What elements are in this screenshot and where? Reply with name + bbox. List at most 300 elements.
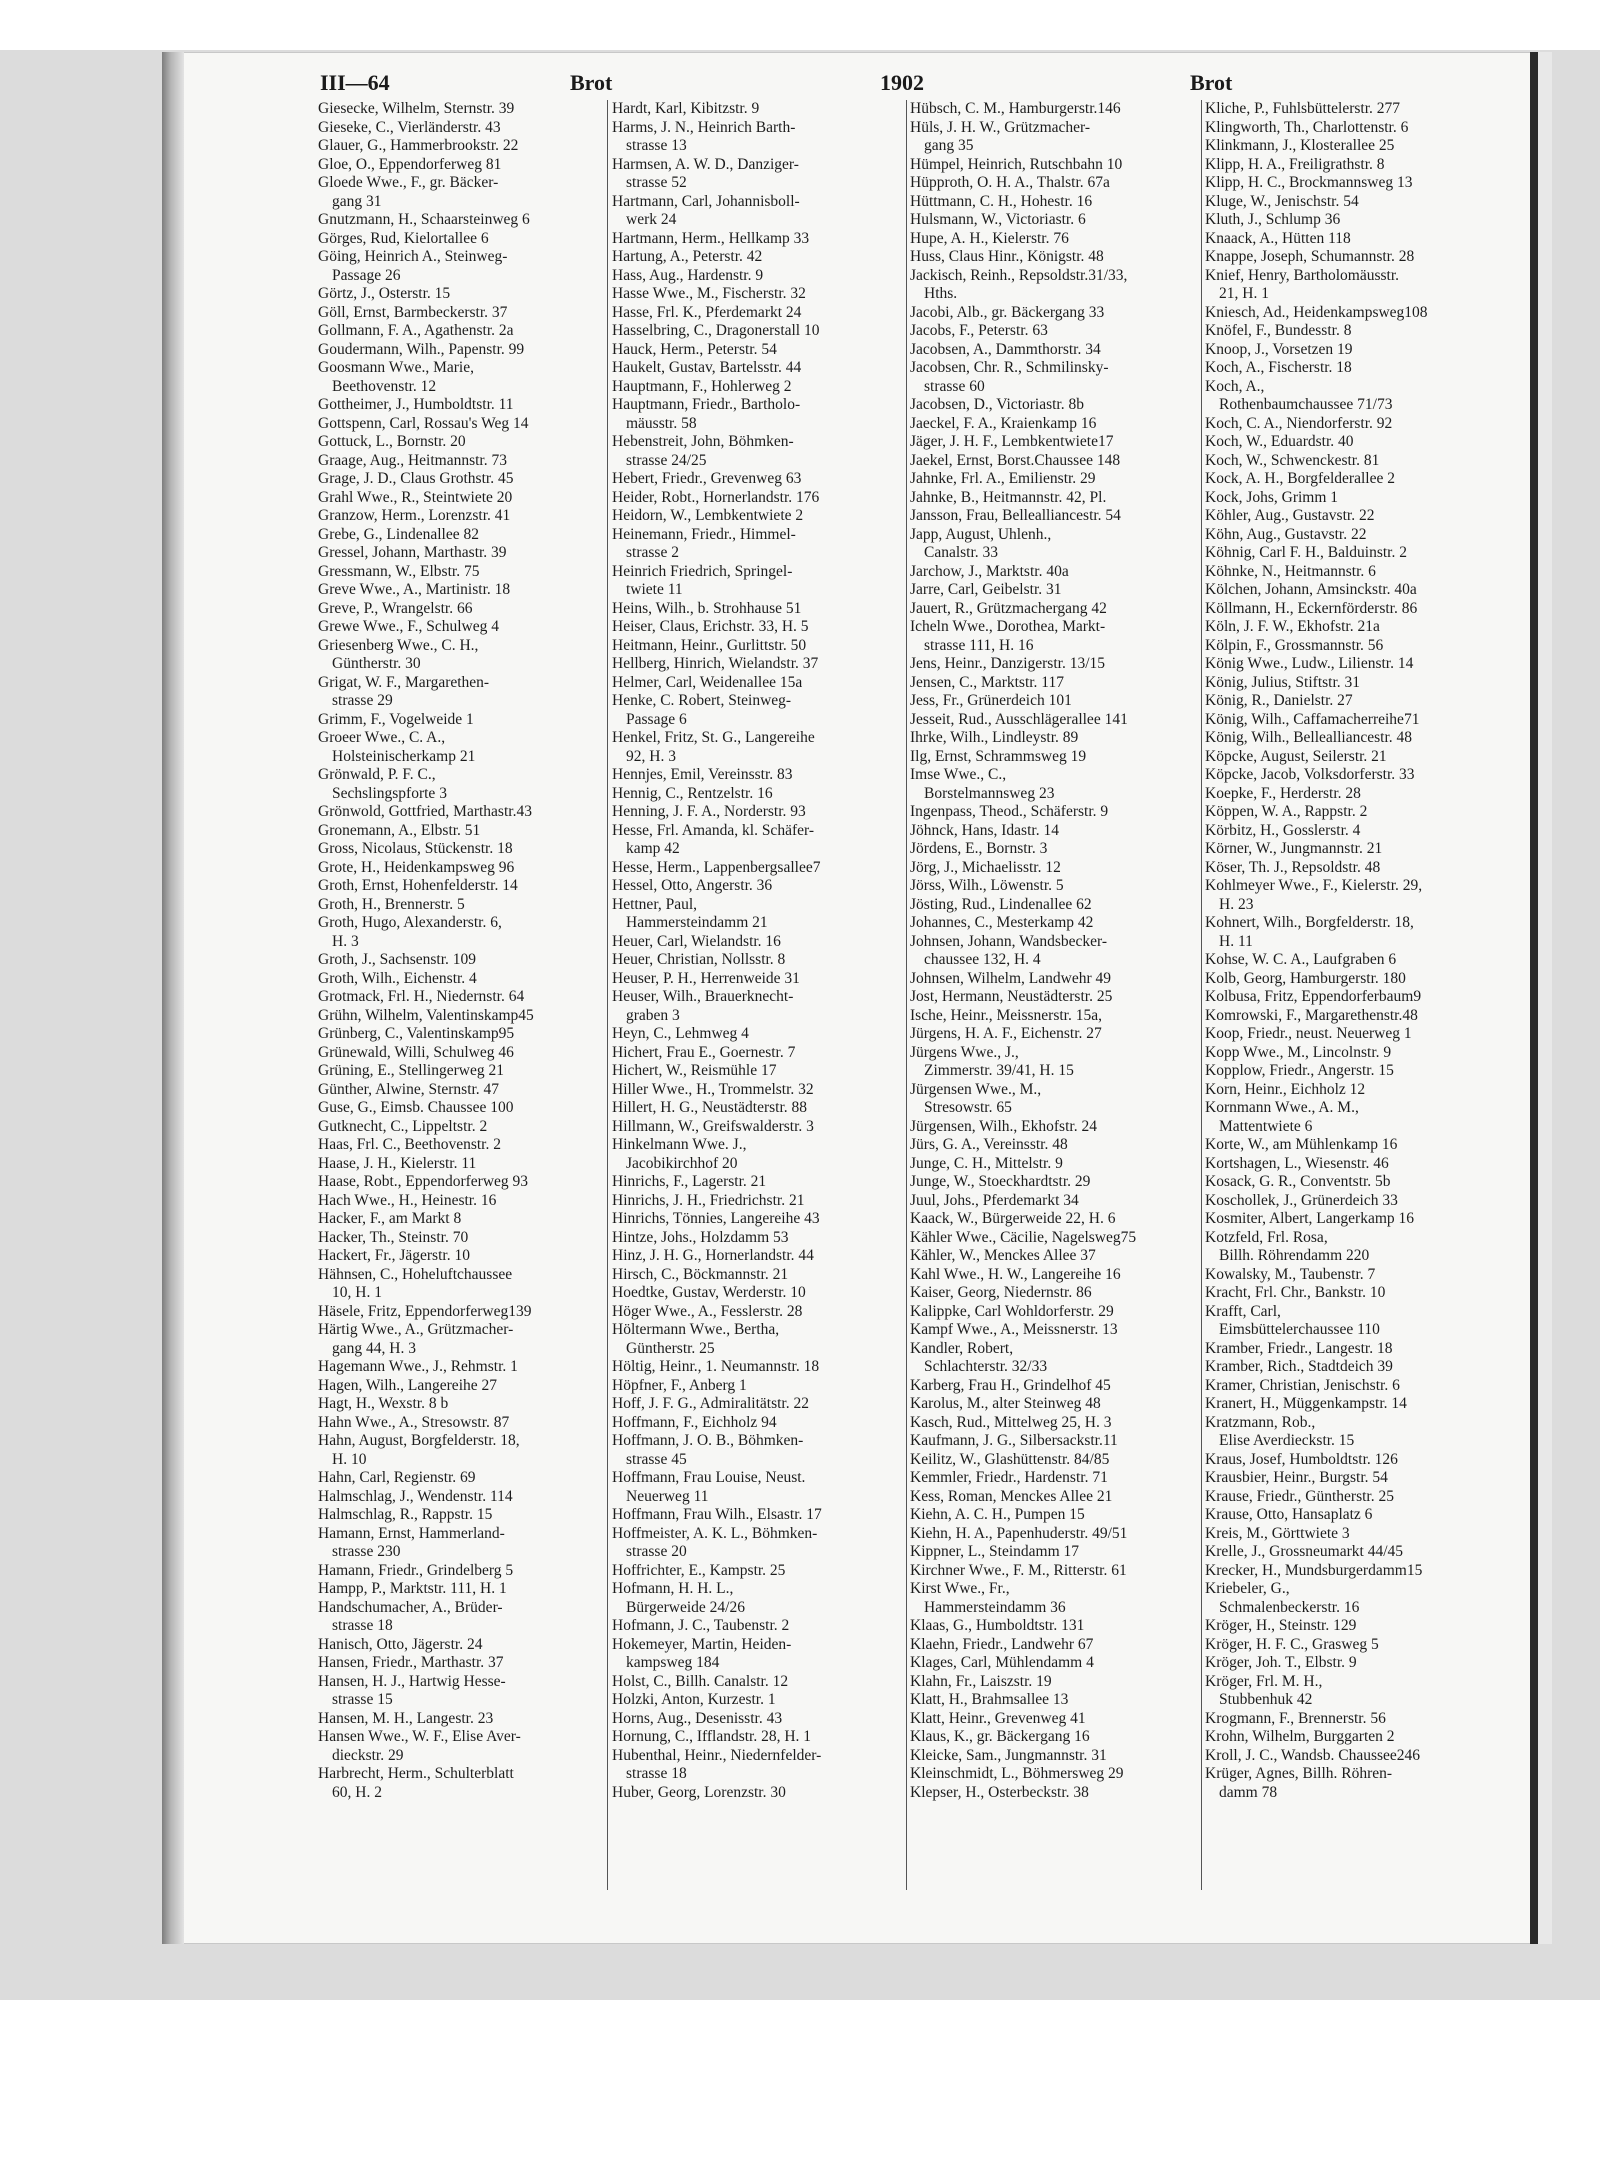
directory-entry: Groth, Hugo, Alexanderstr. 6,: [318, 914, 502, 931]
directory-entry: Heitmann, Heinr., Gurlittstr. 50: [612, 636, 807, 654]
directory-entry: Jösting, Rud., Lindenallee 62: [910, 895, 1092, 913]
directory-entry: Kriebeler, G.,: [1205, 1580, 1290, 1597]
directory-entry: Hoffmeister, A. K. L., Böhmken-: [612, 1524, 818, 1542]
directory-entry: Gnutzmann, H., Schaarsteinweg 6: [318, 211, 530, 228]
directory-entry: Hintze, Johs., Holzdamm 53: [612, 1228, 789, 1246]
directory-entry: Hichert, Frau E., Goernestr. 7: [612, 1043, 796, 1061]
directory-entry: Koch, W., Eduardstr. 40: [1205, 433, 1354, 450]
directory-entry: Koch, A., Fischerstr. 18: [1205, 359, 1352, 376]
directory-entry: Hahn Wwe., A., Stresowstr. 87: [318, 1413, 510, 1431]
directory-entry: Hoedtke, Gustav, Werderstr. 10: [612, 1284, 806, 1301]
directory-entry: Jörss, Wilh., Löwenstr. 5: [910, 877, 1064, 894]
directory-entry: Körner, W., Jungmannstr. 21: [1205, 840, 1383, 857]
header-left-keyword: Brot: [570, 70, 613, 95]
directory-entry: Groth, H., Brennerstr. 5: [318, 895, 465, 913]
directory-entry: Knief, Henry, Bartholomäusstr.: [1205, 266, 1399, 284]
page-header: [320, 70, 1520, 96]
directory-entry-continuation: strasse 45: [626, 1450, 687, 1468]
directory-entry: Koch, A.,: [1205, 377, 1265, 395]
directory-entry: König, Wilh., Caffamacherreihe71: [1205, 710, 1420, 728]
directory-entry: Hinkelmann Wwe. J.,: [612, 1136, 747, 1153]
directory-entry: Hartmann, Herm., Hellkamp 33: [612, 229, 810, 247]
directory-entry: Köln, J. F. W., Ekhofstr. 21a: [1205, 618, 1380, 635]
directory-entry: Hofmann, J. C., Taubenstr. 2: [612, 1617, 790, 1634]
directory-entry-continuation: damm 78: [1219, 1783, 1278, 1801]
directory-entry: Hebert, Friedr., Grevenweg 63: [612, 470, 802, 487]
directory-entry-continuation: H. 23: [1219, 895, 1254, 913]
directory-entry: Krause, Friedr., Güntherstr. 25: [1205, 1487, 1394, 1505]
directory-entry: Günther, Alwine, Sternstr. 47: [318, 1080, 500, 1098]
directory-entry-continuation: Güntherstr. 30: [332, 655, 421, 672]
directory-entry: Hichert, W., Reismühle 17: [612, 1062, 777, 1079]
directory-entry: Heuser, P. H., Herrenweide 31: [612, 969, 800, 987]
directory-entry: Klinkmann, J., Klosterallee 25: [1205, 137, 1395, 154]
directory-entry: Kortshagen, L., Wiesenstr. 46: [1205, 1154, 1389, 1172]
directory-entry-continuation: gang 35: [924, 137, 974, 154]
directory-entry-continuation: Schmalenbeckerstr. 16: [1219, 1598, 1360, 1616]
directory-entry: Japp, August, Uhlenh.,: [910, 525, 1052, 543]
directory-entry: Köppen, W. A., Rappstr. 2: [1205, 803, 1368, 820]
directory-entry-continuation: kamp 42: [626, 840, 680, 857]
directory-entry: Kratzmann, Rob.,: [1205, 1413, 1316, 1431]
directory-entry: Jürs, G. A., Vereinsstr. 48: [910, 1136, 1068, 1153]
directory-entry: Koch, C. A., Niendorferstr. 92: [1205, 414, 1393, 432]
directory-entry: Hoff, J. F. G., Admiralitätstr. 22: [612, 1395, 809, 1412]
directory-entry: Heidorn, W., Lembkentwiete 2: [612, 507, 804, 524]
directory-entry: König, Julius, Stiftstr. 31: [1205, 673, 1361, 691]
directory-entry: Grigat, W. F., Margarethen-: [318, 673, 490, 691]
directory-entry: Höltig, Heinr., 1. Neumannstr. 18: [612, 1358, 820, 1375]
directory-entry-continuation: strasse 52: [626, 174, 687, 191]
directory-entry: Kock, A. H., Borgfelderallee 2: [1205, 470, 1395, 487]
directory-entry: Halmschlag, J., Wendenstr. 114: [318, 1487, 513, 1505]
directory-entry: Junge, C. H., Mittelstr. 9: [910, 1154, 1063, 1172]
directory-entry: Hansen, M. H., Langestr. 23: [318, 1709, 494, 1727]
directory-entry: Körbitz, H., Gosslerstr. 4: [1205, 821, 1361, 839]
directory-entry: Hesse, Herm., Lappenbergsallee7: [612, 858, 821, 876]
directory-entry: Kock, Johs, Grimm 1: [1205, 488, 1339, 506]
directory-entry: Keilitz, W., Glashüttenstr. 84/85: [910, 1450, 1110, 1468]
directory-entry: Köhler, Aug., Gustavstr. 22: [1205, 507, 1375, 524]
directory-entry: Gottspenn, Carl, Rossau's Weg 14: [318, 414, 529, 432]
directory-entry-continuation: Stresowstr. 65: [924, 1099, 1012, 1116]
directory-entry: Klaehn, Friedr., Landwehr 67: [910, 1635, 1094, 1653]
directory-entry: Hamann, Ernst, Hammerland-: [318, 1524, 505, 1542]
directory-entry: Goosmann Wwe., Marie,: [318, 359, 474, 376]
directory-entry: Kölpin, F., Grossmannstr. 56: [1205, 636, 1384, 654]
directory-entry: Hahn, August, Borgfelderstr. 18,: [318, 1432, 520, 1449]
directory-entry: Köpcke, Jacob, Volksdorferstr. 33: [1205, 766, 1415, 783]
directory-entry: Hacker, Th., Steinstr. 70: [318, 1228, 469, 1246]
directory-entry: Krohn, Wilhelm, Burggarten 2: [1205, 1728, 1395, 1745]
directory-entry: Kowalsky, M., Taubenstr. 7: [1205, 1265, 1376, 1283]
directory-entry: Hagt, H., Wexstr. 8 b: [318, 1395, 449, 1412]
directory-entry-continuation: Güntherstr. 25: [626, 1339, 715, 1357]
directory-entry: Klahn, Fr., Laiszstr. 19: [910, 1672, 1052, 1690]
directory-entry: Jahnke, B., Heitmannstr. 42, Pl.: [910, 488, 1107, 506]
directory-entry: Hansen, Friedr., Marthastr. 37: [318, 1654, 504, 1671]
directory-entry: König, R., Danielstr. 27: [1205, 692, 1353, 709]
header-year: 1902: [880, 70, 924, 95]
directory-entry: Klaus, K., gr. Bäckergang 16: [910, 1728, 1090, 1745]
directory-entry: Görges, Rud, Kielortallee 6: [318, 229, 489, 247]
directory-entry: Grönwald, P. F. C.,: [318, 766, 436, 783]
directory-entry: Grewe Wwe., F., Schulweg 4: [318, 618, 499, 635]
directory-entry: Hinrichs, J. H., Friedrichstr. 21: [612, 1191, 805, 1209]
directory-entry: Hinrichs, Tönnies, Langereihe 43: [612, 1210, 820, 1227]
directory-entry: Hoffrichter, E., Kampstr. 25: [612, 1561, 786, 1579]
directory-entry: Kröger, Frl. M. H.,: [1205, 1672, 1323, 1690]
directory-entry: Henning, J. F. A., Norderstr. 93: [612, 803, 806, 820]
directory-entry: Kluth, J., Schlump 36: [1205, 211, 1341, 228]
directory-entry: Grimm, F., Vogelweide 1: [318, 710, 474, 728]
directory-entry-continuation: Eimsbüttelerchaussee 110: [1219, 1321, 1380, 1338]
directory-entry: Jürgens Wwe., J.,: [910, 1043, 1019, 1061]
page-edge-gap: [1538, 52, 1552, 1944]
directory-entry-continuation: H. 10: [332, 1450, 367, 1468]
directory-entry-continuation: Canalstr. 33: [924, 544, 999, 561]
directory-entry: Jauert, R., Grützmachergang 42: [910, 599, 1107, 617]
directory-entry: Hasselbring, C., Dragonerstall 10: [612, 322, 820, 339]
directory-entry-continuation: strasse 18: [332, 1617, 393, 1634]
directory-entry: Kolbusa, Fritz, Eppendorferbaum9: [1205, 988, 1422, 1005]
directory-entry: Jürgens, H. A. F., Eichenstr. 27: [910, 1025, 1102, 1042]
directory-entry: Hackert, Fr., Jägerstr. 10: [318, 1247, 470, 1264]
directory-column-4: [1205, 100, 1525, 1802]
directory-entry: Grönwold, Gottfried, Marthastr.43: [318, 803, 532, 820]
directory-entry-continuation: Hammersteindamm 21: [626, 914, 768, 931]
directory-entry: Jost, Hermann, Neustädterstr. 25: [910, 988, 1113, 1005]
directory-entry: Jaekel, Ernst, Borst.Chaussee 148: [910, 451, 1121, 469]
directory-entry: Hofmann, H. H. L.,: [612, 1580, 734, 1597]
directory-entry: Hinz, J. H. G., Hornerlandstr. 44: [612, 1247, 814, 1264]
directory-entry: Groth, J., Sachsenstr. 109: [318, 951, 477, 968]
directory-entry: Hahn, Carl, Regienstr. 69: [318, 1469, 476, 1486]
directory-entry: Gieseke, C., Vierländerstr. 43: [318, 118, 501, 136]
directory-entry: Kleinschmidt, L., Böhmersweg 29: [910, 1765, 1124, 1782]
directory-entry: Jacobs, F., Peterstr. 63: [910, 322, 1048, 339]
directory-entry: Jacobsen, Chr. R., Schmilinsky-: [910, 359, 1109, 376]
directory-entry: Heins, Wilh., b. Strohhause 51: [612, 599, 802, 617]
directory-entry: Hennjes, Emil, Vereinsstr. 83: [612, 766, 793, 783]
directory-entry: Karberg, Frau H., Grindelhof 45: [910, 1376, 1111, 1394]
directory-entry: Krecker, H., Mundsburgerdamm15: [1205, 1561, 1423, 1579]
directory-entry: Göll, Ernst, Barmbeckerstr. 37: [318, 303, 508, 321]
directory-entry: Hiller Wwe., H., Trommelstr. 32: [612, 1080, 814, 1098]
directory-entry: Grage, J. D., Claus Grothstr. 45: [318, 470, 514, 487]
directory-entry: Huss, Claus Hinr., Königstr. 48: [910, 248, 1104, 265]
directory-entry: Hillert, H. G., Neustädterstr. 88: [612, 1099, 808, 1116]
directory-entry: Groth, Ernst, Hohenfelderstr. 14: [318, 877, 518, 894]
directory-entry: Horns, Aug., Desenisstr. 43: [612, 1709, 783, 1727]
directory-entry: Kasch, Rud., Mittelweg 25, H. 3: [910, 1413, 1112, 1431]
directory-entry: Knaack, A., Hütten 118: [1205, 229, 1351, 247]
directory-entry: Hoffmann, J. O. B., Böhmken-: [612, 1432, 804, 1449]
directory-entry: Korte, W., am Mühlenkamp 16: [1205, 1136, 1398, 1153]
directory-entry: Krelle, J., Grossneumarkt 44/45: [1205, 1543, 1404, 1560]
directory-entry: Hauptmann, F., Hohlerweg 2: [612, 377, 792, 395]
directory-entry: Koschollek, J., Grünerdeich 33: [1205, 1191, 1398, 1209]
directory-entry: Hähnsen, C., Hoheluftchaussee: [318, 1265, 513, 1283]
directory-entry: Kohlmeyer Wwe., F., Kielerstr. 29,: [1205, 877, 1423, 894]
directory-entry: Kleicke, Sam., Jungmannstr. 31: [910, 1746, 1107, 1764]
directory-entry: Göing, Heinrich A., Steinweg-: [318, 248, 508, 265]
directory-entry: Gloede Wwe., F., gr. Bäcker-: [318, 174, 499, 191]
directory-entry: Kandler, Robert,: [910, 1339, 1014, 1357]
page-gutter: [162, 52, 184, 1944]
directory-entry: Hüls, J. H. W., Grützmacher-: [910, 118, 1091, 136]
directory-entry-continuation: Rothenbaumchaussee 71/73: [1219, 396, 1393, 413]
directory-entry: Hasse, Frl. K., Pferdemarkt 24: [612, 303, 802, 321]
directory-entry: Gross, Nicolaus, Stückenstr. 18: [318, 840, 513, 857]
directory-entry-continuation: strasse 29: [332, 692, 393, 709]
directory-entry: Gutknecht, C., Lippeltstr. 2: [318, 1117, 488, 1135]
directory-entry: Kopp Wwe., M., Lincolnstr. 9: [1205, 1043, 1392, 1061]
directory-entry: Grotmack, Frl. H., Niedernstr. 64: [318, 988, 525, 1005]
directory-entry: Grüning, E., Stellingerweg 21: [318, 1062, 504, 1079]
directory-entry: Köhnig, Carl F. H., Balduinstr. 2: [1205, 544, 1407, 561]
directory-entry: Hagemann Wwe., J., Rehmstr. 1: [318, 1358, 518, 1375]
directory-entry-continuation: Borstelmannsweg 23: [924, 784, 1055, 802]
directory-entry: Jahnke, Frl. A., Emilienstr. 29: [910, 470, 1096, 487]
directory-entry: Hartmann, Carl, Johannisboll-: [612, 192, 800, 210]
directory-entry: Heuser, Wilh., Brauerknecht-: [612, 988, 794, 1005]
directory-entry: Hümpel, Heinrich, Rutschbahn 10: [910, 155, 1123, 173]
directory-entry: Jördens, E., Bornstr. 3: [910, 840, 1048, 857]
directory-entry: Hoffmann, Frau Wilh., Elsastr. 17: [612, 1506, 822, 1523]
directory-entry: Hansen Wwe., W. F., Elise Aver-: [318, 1728, 521, 1745]
directory-entry: Kohse, W. C. A., Laufgraben 6: [1205, 951, 1397, 968]
directory-entry: Gottheimer, J., Humboldtstr. 11: [318, 396, 514, 413]
directory-entry: Hupe, A. H., Kielerstr. 76: [910, 229, 1069, 247]
directory-entry: Johannes, C., Mesterkamp 42: [910, 914, 1094, 931]
directory-entry: Krafft, Carl,: [1205, 1302, 1281, 1320]
directory-entry: Kröger, H., Steinstr. 129: [1205, 1617, 1357, 1634]
directory-entry: Kähler, W., Menckes Allee 37: [910, 1247, 1096, 1264]
directory-entry: Kornmann Wwe., A. M.,: [1205, 1099, 1359, 1116]
directory-entry-continuation: strasse 15: [332, 1691, 393, 1708]
directory-entry: König, Wilh., Bellealliancestr. 48: [1205, 729, 1413, 746]
directory-entry: Komrowski, F., Margarethenstr.48: [1205, 1006, 1418, 1024]
directory-entry-continuation: chaussee 132, H. 4: [924, 951, 1041, 968]
directory-entry-continuation: Stubbenhuk 42: [1219, 1691, 1313, 1708]
directory-entry-continuation: strasse 13: [626, 137, 687, 154]
directory-entry: Hauck, Herm., Peterstr. 54: [612, 340, 777, 358]
directory-entry: Klipp, H. C., Brockmannsweg 13: [1205, 174, 1413, 191]
directory-entry: Jarchow, J., Marktstr. 40a: [910, 562, 1069, 580]
directory-entry: Hillmann, W., Greifswalderstr. 3: [612, 1117, 814, 1135]
directory-entry: Heuer, Carl, Wielandstr. 16: [612, 932, 781, 950]
directory-entry-continuation: Holsteinischerkamp 21: [332, 747, 476, 765]
directory-entry: Imse Wwe., C.,: [910, 766, 1007, 783]
directory-entry: Kramer, Christian, Jenischstr. 6: [1205, 1376, 1400, 1394]
directory-entry: Heiser, Claus, Erichstr. 33, H. 5: [612, 618, 809, 635]
directory-entry: Kröger, H. F. C., Grasweg 5: [1205, 1635, 1379, 1653]
directory-entry-continuation: 92, H. 3: [626, 747, 676, 765]
directory-entry-continuation: strasse 24/25: [626, 451, 707, 469]
directory-entry: Ische, Heinr., Meissnerstr. 15a,: [910, 1006, 1102, 1024]
directory-entry: Hardt, Karl, Kibitzstr. 9: [612, 100, 760, 117]
directory-entry: Klatt, Heinr., Grevenweg 41: [910, 1709, 1086, 1727]
directory-entry: Kess, Roman, Menckes Allee 21: [910, 1487, 1113, 1505]
directory-entry: Kluge, W., Jenischstr. 54: [1205, 192, 1359, 210]
directory-entry: Kölchen, Johann, Amsinckstr. 40a: [1205, 581, 1417, 598]
directory-entry-continuation: Mattentwiete 6: [1219, 1117, 1313, 1135]
directory-entry: Hornung, C., Ifflandstr. 28, H. 1: [612, 1728, 812, 1745]
directory-entry: Krause, Otto, Hansaplatz 6: [1205, 1506, 1373, 1523]
directory-entry: Jäger, J. H. F., Lembkentwiete17: [910, 433, 1114, 450]
directory-entry: Köhn, Aug., Gustavstr. 22: [1205, 525, 1367, 543]
directory-entry-continuation: strasse 230: [332, 1543, 401, 1560]
directory-entry: Kiehn, A. C. H., Pumpen 15: [910, 1506, 1085, 1523]
directory-entry: Heyn, C., Lehmweg 4: [612, 1025, 749, 1042]
directory-entry: Hansen, H. J., Hartwig Hesse-: [318, 1672, 506, 1690]
directory-entry: Hampp, P., Marktstr. 111, H. 1: [318, 1580, 507, 1597]
directory-entry: Kippner, L., Steindamm 17: [910, 1543, 1079, 1560]
directory-entry-continuation: strasse 111, H. 16: [924, 636, 1034, 654]
directory-entry: Glauer, G., Hammerbrookstr. 22: [318, 137, 519, 154]
directory-entry: Haase, Robt., Eppendorferweg 93: [318, 1173, 529, 1190]
directory-entry: Hübsch, C. M., Hamburgerstr.146: [910, 100, 1121, 117]
directory-entry: Hellberg, Hinrich, Wielandstr. 37: [612, 655, 819, 672]
directory-entry: Graage, Aug., Heitmannstr. 73: [318, 451, 507, 469]
directory-entry: Hirsch, C., Böckmannstr. 21: [612, 1265, 789, 1283]
directory-entry: Kopplow, Friedr., Angerstr. 15: [1205, 1062, 1394, 1079]
directory-entry: Hauptmann, Friedr., Bartholo-: [612, 396, 801, 413]
directory-entry-continuation: strasse 2: [626, 544, 679, 561]
directory-entry-continuation: Neuerweg 11: [626, 1487, 709, 1505]
directory-entry: Krausbier, Heinr., Burgstr. 54: [1205, 1469, 1388, 1486]
directory-entry: Haas, Frl. C., Beethovenstr. 2: [318, 1136, 501, 1153]
directory-entry: Grahl Wwe., R., Steintwiete 20: [318, 488, 513, 506]
directory-entry: Kreis, M., Görttwiete 3: [1205, 1524, 1350, 1542]
directory-entry: Jess, Fr., Grünerdeich 101: [910, 692, 1072, 709]
directory-entry: Karolus, M., alter Steinweg 48: [910, 1395, 1101, 1412]
directory-entry: Gressel, Johann, Marthastr. 39: [318, 544, 507, 561]
directory-entry: Kramber, Rich., Stadtdeich 39: [1205, 1358, 1393, 1375]
directory-entry: Hüpproth, O. H. A., Thalstr. 67a: [910, 174, 1110, 191]
directory-entry-continuation: H. 3: [332, 932, 359, 950]
directory-entry: Gloe, O., Eppendorferweg 81: [318, 155, 502, 173]
directory-entry: Knoop, J., Vorsetzen 19: [1205, 340, 1353, 358]
directory-entry: Kaufmann, J. G., Silbersackstr.11: [910, 1432, 1118, 1449]
directory-entry: Kähler Wwe., Cäcilie, Nagelsweg75: [910, 1228, 1137, 1246]
directory-entry: Hach Wwe., H., Heinestr. 16: [318, 1191, 497, 1209]
directory-entry: Handschumacher, A., Brüder-: [318, 1598, 503, 1616]
directory-entry: Hoffmann, F., Eichholz 94: [612, 1413, 777, 1431]
directory-entry: Hüttmann, C. H., Hohestr. 16: [910, 192, 1093, 210]
directory-entry: Jacobsen, A., Dammthorstr. 34: [910, 340, 1101, 358]
directory-entry: Kohnert, Wilh., Borgfelderstr. 18,: [1205, 914, 1414, 931]
column-rule: [906, 100, 907, 1890]
directory-entry: Hettner, Paul,: [612, 895, 698, 913]
directory-entry: Hamann, Friedr., Grindelberg 5: [318, 1561, 514, 1579]
directory-entry: Heinemann, Friedr., Himmel-: [612, 525, 796, 543]
directory-entry-continuation: strasse 60: [924, 377, 985, 395]
directory-entry: Jarre, Carl, Geibelstr. 31: [910, 581, 1062, 598]
directory-entry-continuation: Passage 26: [332, 266, 401, 284]
directory-entry: Griesenberg Wwe., C. H.,: [318, 636, 479, 654]
directory-entry: Henke, C. Robert, Steinweg-: [612, 692, 792, 709]
directory-entry: Helmer, Carl, Weidenallee 15a: [612, 673, 803, 691]
directory-entry: Kaiser, Georg, Niedernstr. 86: [910, 1284, 1092, 1301]
directory-entry-continuation: Sechslingspforte 3: [332, 784, 447, 802]
directory-entry: Kniesch, Ad., Heidenkampsweg108: [1205, 303, 1428, 321]
directory-entry: Klepser, H., Osterbeckstr. 38: [910, 1783, 1089, 1801]
directory-entry: Heider, Robt., Hornerlandstr. 176: [612, 488, 820, 506]
directory-entry: Jöhnck, Hans, Idastr. 14: [910, 821, 1059, 839]
directory-entry: Klingworth, Th., Charlottenstr. 6: [1205, 118, 1409, 136]
directory-entry: Köpcke, August, Seilerstr. 21: [1205, 747, 1387, 765]
directory-entry: Jacobi, Alb., gr. Bäckergang 33: [910, 303, 1105, 321]
directory-entry: Kliche, P., Fuhlsbüttelerstr. 277: [1205, 100, 1401, 117]
directory-entry: Krogmann, F., Brennerstr. 56: [1205, 1709, 1386, 1727]
directory-entry: Hesse, Frl. Amanda, kl. Schäfer-: [612, 821, 814, 839]
directory-entry: Groth, Wilh., Eichenstr. 4: [318, 969, 477, 987]
directory-entry: Klipp, H. A., Freiligrathstr. 8: [1205, 155, 1385, 173]
directory-entry: Hartung, A., Peterstr. 42: [612, 248, 763, 265]
directory-entry: Jackisch, Reinh., Repsoldstr.31/33,: [910, 266, 1128, 284]
directory-entry: Icheln Wwe., Dorothea, Markt-: [910, 618, 1106, 635]
directory-entry: Görtz, J., Osterstr. 15: [318, 285, 451, 302]
directory-entry-continuation: H. 11: [1219, 932, 1253, 950]
directory-entry-continuation: Beethovenstr. 12: [332, 377, 437, 395]
directory-entry: Hessel, Otto, Angerstr. 36: [612, 877, 773, 894]
directory-entry: Kraus, Josef, Humboldtstr. 126: [1205, 1450, 1398, 1468]
directory-entry: Knöfel, F., Bundesstr. 8: [1205, 322, 1352, 339]
directory-entry: Jesseit, Rud., Ausschlägerallee 141: [910, 710, 1128, 728]
directory-entry: Gressmann, W., Elbstr. 75: [318, 562, 480, 580]
directory-entry: Jacobsen, D., Victoriastr. 8b: [910, 396, 1084, 413]
directory-entry: Kahl Wwe., H. W., Langereihe 16: [910, 1265, 1121, 1283]
directory-entry: Kroll, J. C., Wandsb. Chaussee246: [1205, 1746, 1421, 1764]
directory-entry: Hulsmann, W., Victoriastr. 6: [910, 211, 1086, 228]
directory-entry: Heuer, Christian, Nollsstr. 8: [612, 951, 786, 968]
directory-entry: Ihrke, Wilh., Lindleystr. 89: [910, 729, 1079, 746]
directory-entry: Koch, W., Schwenckestr. 81: [1205, 451, 1380, 469]
directory-entry: Härtig Wwe., A., Grützmacher-: [318, 1321, 514, 1338]
directory-entry: Häsele, Fritz, Eppendorferweg139: [318, 1302, 532, 1320]
directory-entry: Holzki, Anton, Kurzestr. 1: [612, 1691, 776, 1708]
directory-entry: Jansson, Frau, Bellealliancestr. 54: [910, 507, 1121, 524]
directory-entry: Kalippke, Carl Wohldorferstr. 29: [910, 1302, 1114, 1320]
directory-column-3: [910, 100, 1200, 1802]
directory-entry: Höltermann Wwe., Bertha,: [612, 1321, 780, 1338]
directory-entry: Grünewald, Willi, Schulweg 46: [318, 1043, 514, 1061]
directory-entry: Grünberg, C., Valentinskamp95: [318, 1025, 515, 1042]
directory-entry: Henkel, Fritz, St. G., Langereihe: [612, 729, 815, 746]
directory-entry: Halmschlag, R., Rappstr. 15: [318, 1506, 493, 1523]
directory-entry: Kaack, W., Bürgerweide 22, H. 6: [910, 1210, 1116, 1227]
directory-entry: Jörg, J., Michaelisstr. 12: [910, 858, 1061, 876]
directory-entry-continuation: gang 44, H. 3: [332, 1339, 416, 1357]
directory-entry-continuation: strasse 20: [626, 1543, 687, 1560]
directory-entry: Gronemann, A., Elbstr. 51: [318, 821, 481, 839]
directory-column-1: [318, 100, 603, 1802]
directory-entry-continuation: Bürgerweide 24/26: [626, 1598, 745, 1616]
directory-entry-continuation: Passage 6: [626, 710, 687, 728]
directory-entry: Granzow, Herm., Lorenzstr. 41: [318, 507, 511, 524]
directory-entry-continuation: 10, H. 1: [332, 1284, 382, 1301]
directory-entry: Kampf Wwe., A., Meissnerstr. 13: [910, 1321, 1118, 1338]
directory-entry: Goudermann, Wilh., Papenstr. 99: [318, 340, 525, 358]
directory-entry: Greve Wwe., A., Martinistr. 18: [318, 581, 511, 598]
directory-entry-continuation: mäusstr. 58: [626, 414, 697, 432]
directory-entry-continuation: twiete 11: [626, 581, 683, 598]
directory-entry-continuation: Jacobikirchhof 20: [626, 1154, 738, 1172]
directory-entry: Guse, G., Eimsb. Chaussee 100: [318, 1099, 514, 1116]
directory-entry: Kramber, Friedr., Langestr. 18: [1205, 1339, 1393, 1357]
